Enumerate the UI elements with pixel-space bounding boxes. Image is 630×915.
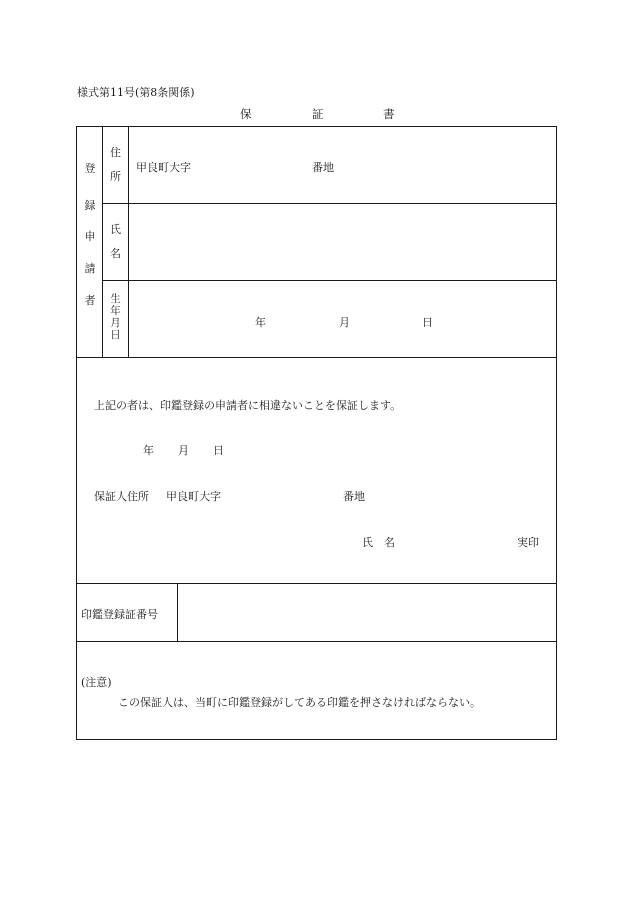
guarantee-date-day: 日 — [213, 444, 224, 457]
group-label-char: 者 — [84, 294, 96, 307]
guarantor-address-label: 保証人住所 — [94, 490, 149, 503]
title-char: 書 — [383, 107, 395, 121]
notes-heading: (注意) — [81, 676, 112, 689]
certificate-number-label: 印鑑登録証番号 — [81, 608, 158, 621]
name-label-char: 氏 — [110, 223, 121, 236]
section-divider-notes — [76, 641, 557, 642]
title-char: 証 — [312, 107, 324, 121]
applicant-group-label — [80, 163, 100, 318]
section-divider-certificate — [76, 583, 557, 584]
form-number: 様式第11号(第8条関係) — [77, 86, 195, 99]
divider-field-label — [128, 126, 129, 358]
guarantee-date-month: 月 — [178, 444, 189, 457]
divider-certificate-label — [177, 583, 178, 641]
birthdate-label-char: 年 — [110, 305, 121, 317]
guarantor-name-label: 氏 名 — [362, 536, 395, 549]
row-divider-name — [102, 280, 557, 281]
address-label-char: 所 — [110, 170, 121, 183]
birthdate-day-unit: 日 — [422, 316, 433, 329]
divider-group-label — [102, 126, 103, 358]
table-border-top — [76, 126, 557, 127]
name-label — [105, 224, 126, 268]
notes-text: この保証人は、当町に印鑑登録がしてある印鑑を押さなければならない。 — [118, 696, 481, 709]
table-border-right — [556, 126, 557, 740]
birthdate-label-char: 月 — [110, 317, 121, 329]
birthdate-label-char: 生 — [110, 293, 121, 305]
guarantee-date-year: 年 — [143, 444, 154, 457]
applicant-address-lot: 番地 — [312, 161, 334, 174]
title-char: 保 — [240, 107, 252, 121]
table-border-left — [76, 126, 77, 740]
birthdate-month-unit: 月 — [339, 316, 350, 329]
birthdate-label — [105, 294, 126, 342]
address-label-char: 住 — [110, 146, 121, 159]
seal-label: 実印 — [517, 536, 539, 549]
birthdate-year-unit: 年 — [255, 316, 266, 329]
guarantee-statement: 上記の者は、印鑑登録の申請者に相違ないことを保証します。 — [94, 399, 402, 412]
name-label-char: 名 — [110, 247, 121, 260]
address-label — [105, 147, 126, 191]
guarantor-address-town: 甲良町大字 — [166, 490, 221, 503]
guarantor-address-lot: 番地 — [343, 490, 365, 503]
row-divider-address — [102, 203, 557, 204]
group-label-char: 録 — [84, 199, 96, 212]
group-label-char: 申 — [84, 230, 96, 243]
group-label-char: 登 — [84, 162, 96, 175]
applicant-address-town: 甲良町大字 — [136, 161, 191, 174]
section-divider-guarantee — [76, 357, 557, 358]
table-border-bottom — [76, 739, 557, 740]
birthdate-label-char: 日 — [110, 329, 121, 341]
group-label-char: 請 — [84, 262, 96, 275]
